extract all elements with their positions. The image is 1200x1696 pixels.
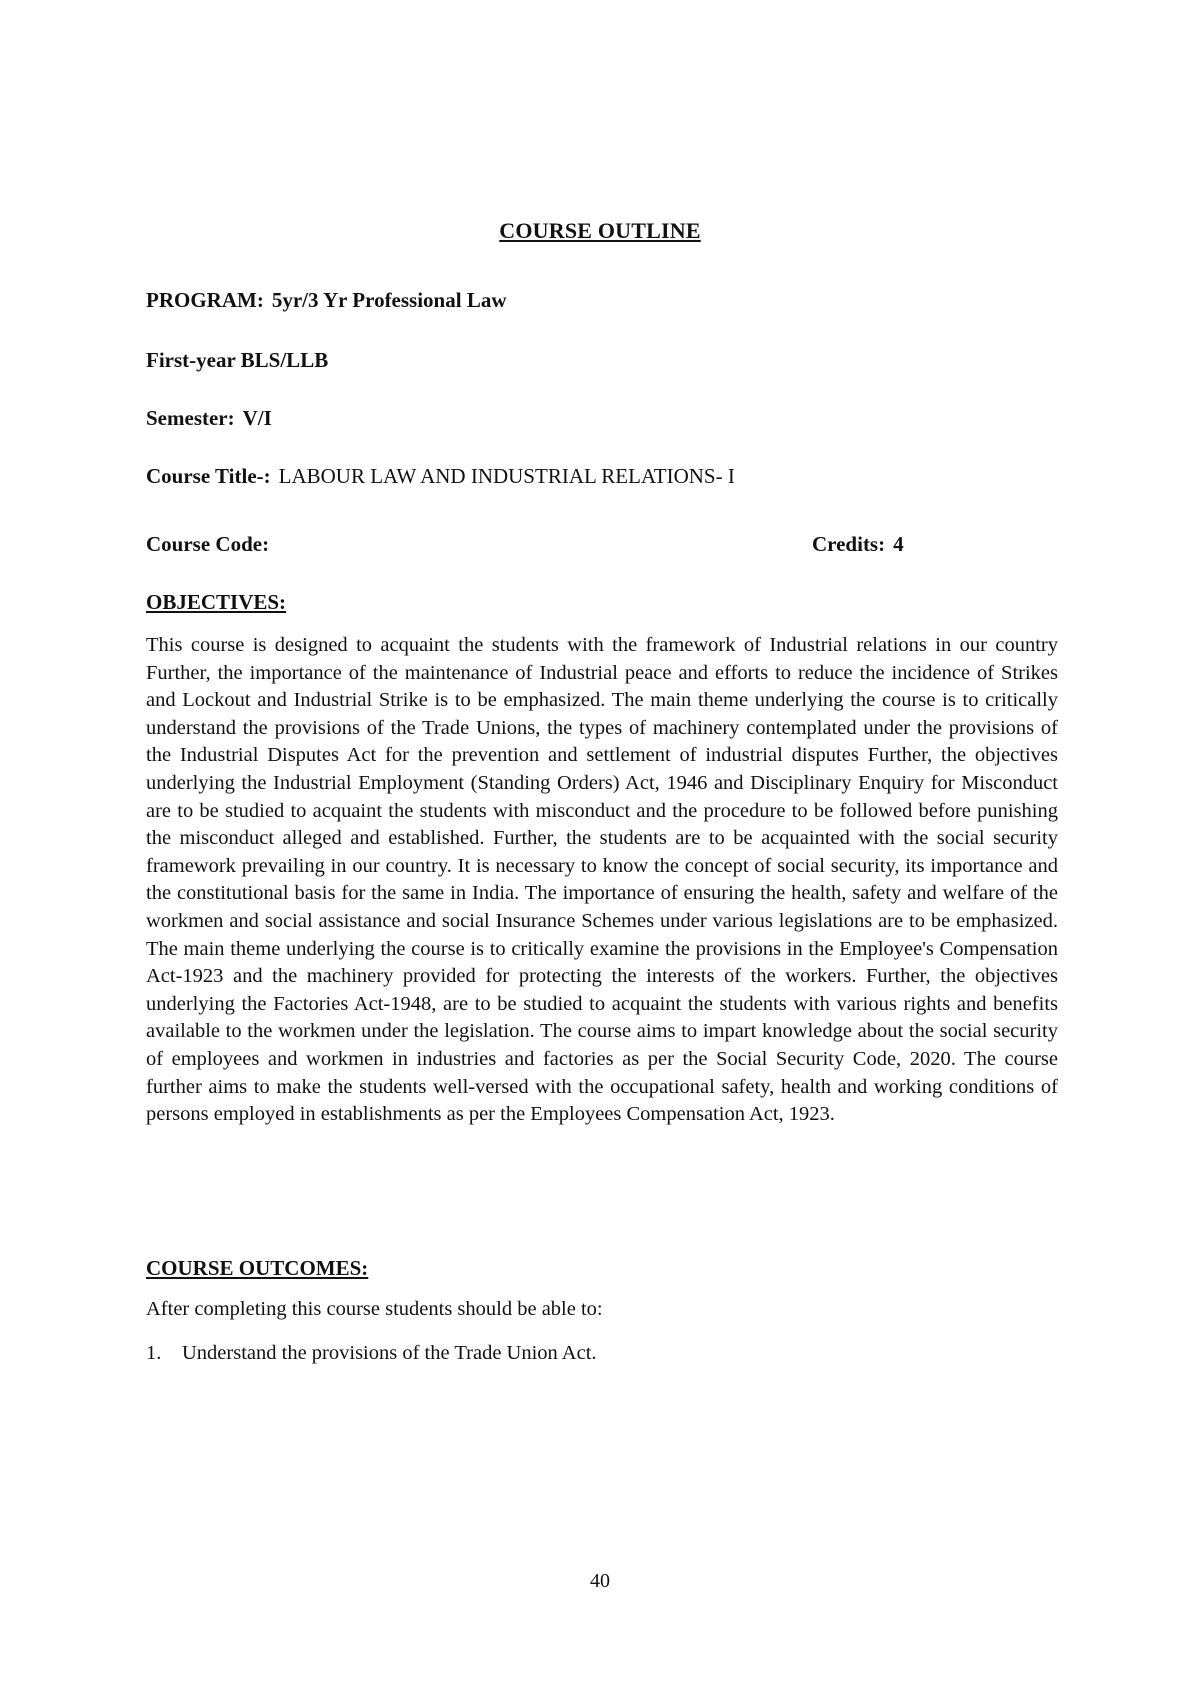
year-line: First-year BLS/LLB — [146, 348, 329, 372]
credits-label: Credits: — [812, 532, 886, 556]
program-label: PROGRAM: — [146, 288, 264, 312]
credits-value: 4 — [893, 532, 904, 556]
outcomes-intro: After completing this course students should be able to: — [146, 1298, 603, 1320]
program-line — [146, 288, 507, 313]
outcomes-heading: COURSE OUTCOMES: — [146, 1256, 369, 1280]
credits-line — [812, 532, 904, 557]
course-code-label: Course Code: — [146, 532, 270, 556]
semester-line — [146, 406, 272, 431]
course-title-label: Course Title-: — [146, 464, 271, 488]
semester-value: V/I — [242, 406, 272, 430]
objectives-paragraph: This course is designed to acquaint the students with the framework of Industrial relations in our country Further, the importance of the maintenance of Industrial peace and efforts to reduce the incidence of Strikes and Lockout and Industrial Strike is to be emphasized. The main theme underlying the course is to critically understand the provisions of the Trade Unions, the types of machinery contemplated under the provisions of the Industrial Disputes Act for the prevention and settlement of industrial disputes Further, the objectives underlying the Industrial Employment (Standing Orders) Act, 1946 and Disciplinary Enquiry for Misconduct are to be studied to acquaint the students with misconduct and the procedure to be followed before punishing the misconduct alleged and established. Further, the students are to be acquainted with the social security framework prevailing in our country. It is necessary to know the concept of social security, its importance and the constitutional basis for the same in India. The importance of ensuring the health, safety and welfare of the workmen and social assistance and social Insurance Schemes under various legislations are to be emphasized. The main theme underlying the course is to critically examine the provisions in the Employee's Compensation Act-1923 and the machinery provided for protecting the interests of the workers. Further, the objectives underlying the Factories Act-1948, are to be studied to acquaint the students with various rights and benefits available to the workmen under the legislation. The course aims to impart knowledge about the social security of employees and workmen in industries and factories as per the Social Security Code, 2020. The course further aims to make the students well-versed with the occupational safety, health and working conditions of persons employed in establishments as per the Employees Compensation Act, 1923. — [146, 634, 1058, 1126]
page-title: COURSE OUTLINE — [499, 218, 701, 243]
outcome-text: Understand the provisions of the Trade Union Act. — [182, 1342, 597, 1364]
outcome-number: 1. — [146, 1342, 162, 1364]
course-title-value: LABOUR LAW AND INDUSTRIAL RELATIONS- I — [278, 464, 735, 488]
outcome-list-item — [146, 1340, 1058, 1368]
course-code-line — [146, 532, 277, 557]
course-title-line — [146, 464, 735, 489]
page-number: 40 — [590, 1570, 610, 1592]
program-value: 5yr/3 Yr Professional Law — [271, 288, 507, 312]
semester-label: Semester: — [146, 406, 235, 430]
objectives-heading: OBJECTIVES: — [146, 590, 287, 614]
